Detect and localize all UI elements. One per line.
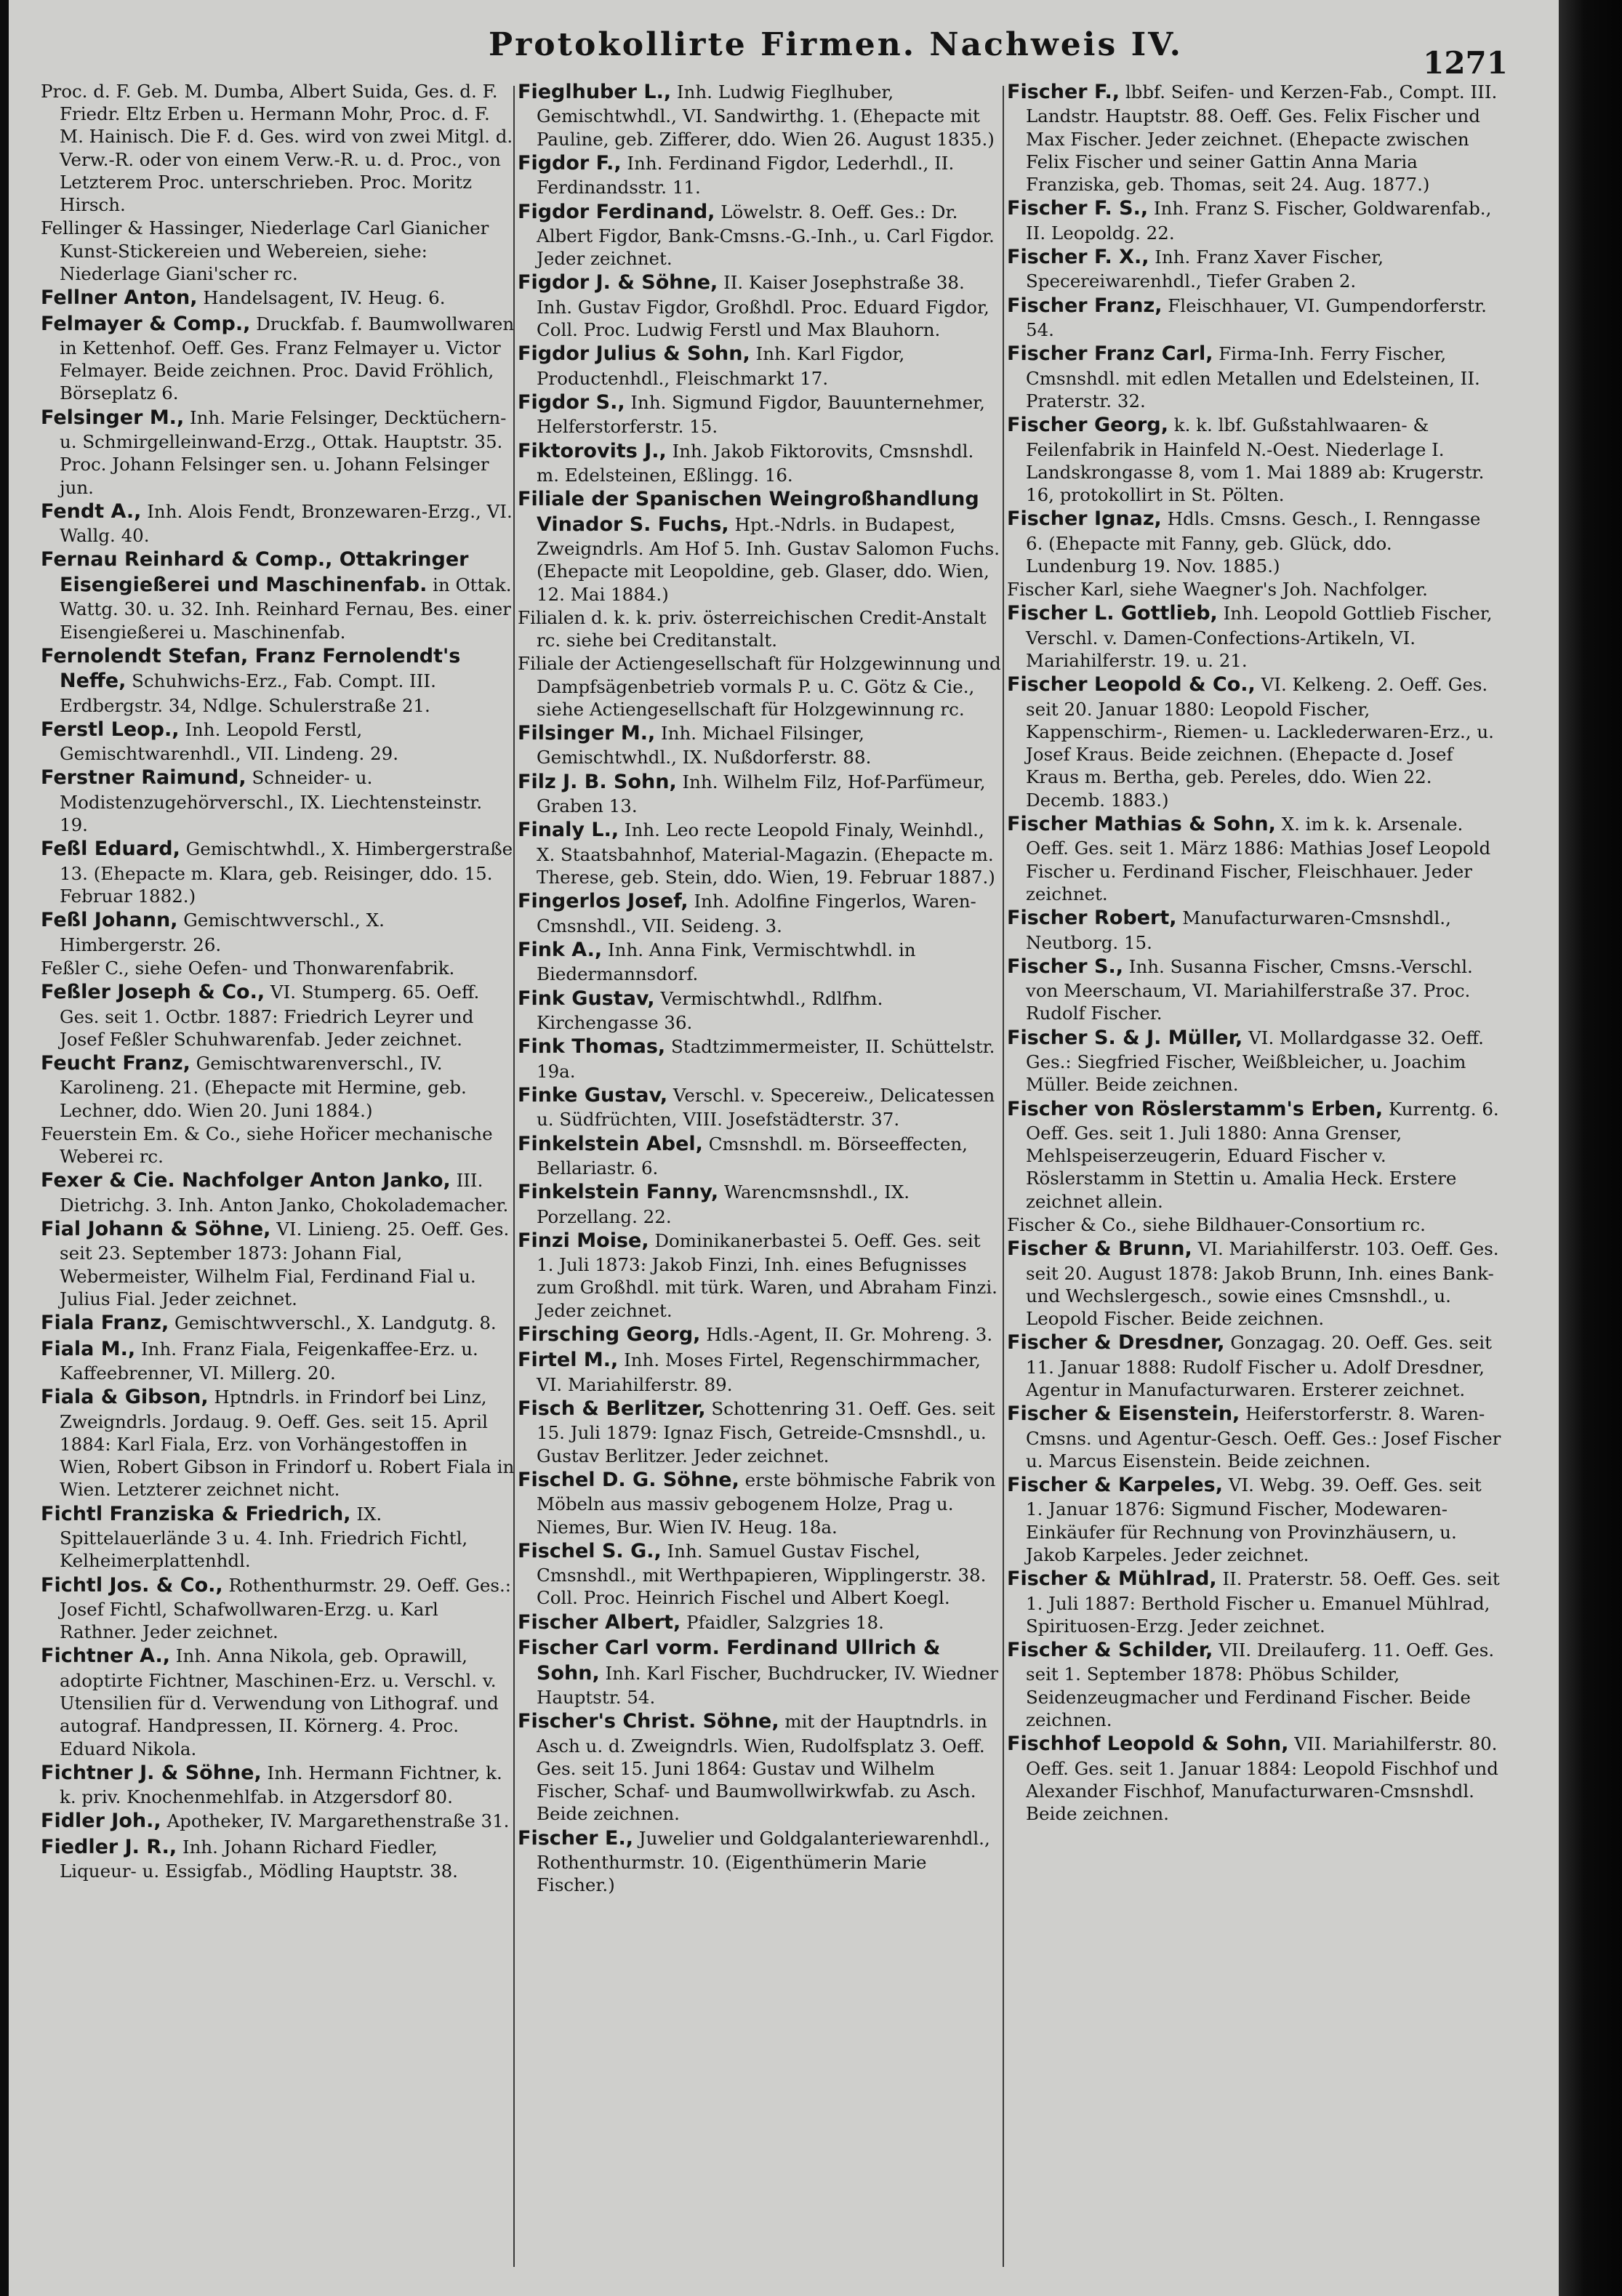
directory-entry xyxy=(518,1348,1002,1396)
directory-entry xyxy=(41,1573,515,1644)
entry-text: Inh. Karl Fischer, Buchdrucker, IV. Wiedner Hauptstr. 54. xyxy=(537,1662,999,1708)
directory-entry xyxy=(1007,507,1501,577)
firm-name: Filz J. B. Sohn, xyxy=(518,770,677,793)
entry-text: Filiale der Actiengesellschaft für Holzgewinnung und Dampfsägenbetrieb vormals P. u. C. Götz & Cie., siehe Actiengesellschaft für Holzgewinnung rc. xyxy=(518,653,1001,720)
firm-name: Fink Thomas, xyxy=(518,1035,666,1059)
firm-name: Figdor S., xyxy=(518,390,625,414)
directory-entry xyxy=(41,1051,515,1122)
entry-text: Hdls.-Agent, II. Gr. Mohreng. 3. xyxy=(706,1323,993,1345)
firm-name: Fiktorovits J., xyxy=(518,439,667,462)
directory-entry xyxy=(518,1539,1002,1610)
directory-entry xyxy=(41,406,515,499)
entry-text: III. Dietrichg. 3. Inh. Anton Janko, Chokolademacher. xyxy=(60,1170,509,1216)
entry-text: Kurrentg. 6. Oeff. Ges. seit 1. Juli 1880: Anna Grenser, Mehlspeiserzeugerin, Eduard Fischer v. Röslerstamm in Stettin u. Amalia Heck. Erstere zeichnet allein. xyxy=(1026,1098,1499,1212)
entry-text: Inh. Ferdinand Figdor, Lederhdl., II. Ferdinandsstr. 11. xyxy=(537,152,955,198)
directory-entry xyxy=(41,499,515,547)
firm-name: Fischer & Brunn, xyxy=(1007,1237,1192,1261)
firm-name: Fischer & Schilder, xyxy=(1007,1639,1213,1662)
directory-entry xyxy=(1007,413,1501,506)
directory-entry xyxy=(518,1322,1002,1347)
entry-text: Gemischtwverschl., X. Himbergerstr. 26. xyxy=(60,910,385,955)
directory-entry xyxy=(518,1709,1002,1825)
column-middle xyxy=(518,80,1002,2276)
firm-name: Filsinger M., xyxy=(518,722,656,745)
directory-entry xyxy=(518,1180,1002,1228)
entry-text: VI. Webg. 39. Oeff. Ges. seit 1. Januar 1876: Sigmund Fischer, Modewaren-Einkäufer für Rechnung von Provinzhäusern, u. Jakob Karpeles. Jeder zeichnet. xyxy=(1026,1474,1482,1565)
firm-name: Fieglhuber L., xyxy=(518,81,672,103)
directory-entry xyxy=(1007,1473,1501,1566)
firm-name: Fischer & Mühlrad, xyxy=(1007,1568,1217,1591)
directory-entry xyxy=(41,312,515,405)
firm-name: Fichtl Franziska & Friedrich, xyxy=(41,1502,351,1525)
directory-entry xyxy=(1007,245,1501,293)
entry-text: IX. Spittelauerlände 3 u. 4. Inh. Friedrich Fichtl, Kelheimerplattenhdl. xyxy=(60,1503,468,1572)
entry-text: k. k. lbf. Gußstahlwaaren- & Feilenfabrik in Hainfeld N.-Oest. Niederlage I. Landskrongasse 8, vom 1. Mai 1889 ab: Krugerstr. 16, protokollirt in St. Pölten. xyxy=(1026,414,1485,506)
firm-name: Finzi Moise, xyxy=(518,1229,649,1252)
firm-name: Finkelstein Fanny, xyxy=(518,1181,719,1204)
directory-entry xyxy=(1007,1213,1501,1236)
directory-entry xyxy=(41,837,515,907)
firm-name: Fischer Leopold & Co., xyxy=(1007,673,1256,697)
directory-entry xyxy=(1007,1567,1501,1637)
directory-entry xyxy=(1007,1330,1501,1401)
entry-text: Inh. Franz S. Fischer, Goldwarenfab., II. Leopoldg. 22. xyxy=(1026,198,1492,244)
directory-entry xyxy=(41,908,515,956)
entry-text: Inh. Leo recte Leopold Finaly, Weinhdl., X. Staatsbahnhof, Material-Magazin. (Ehepacte m. Therese, geb. Stein, ddo. Wien, 19. Februar 1887.) xyxy=(537,819,995,888)
entry-text: Feuerstein Em. & Co., siehe Hořicer mechanische Weberei rc. xyxy=(41,1123,493,1168)
firm-name: Fischer Albert, xyxy=(518,1610,681,1634)
entry-text: erste böhmische Fabrik von Möbeln aus massiv gebogenem Holze, Prag u. Niemes, Bur. Wien IV. Heug. 18a. xyxy=(537,1469,996,1538)
firm-name: Firtel M., xyxy=(518,1349,619,1372)
directory-entry xyxy=(1007,1026,1501,1096)
firm-name: Figdor Ferdinand, xyxy=(518,200,715,223)
entry-text: Schneider- u. Modistenzugehörverschl., IX. Liechtensteinstr. 19. xyxy=(60,767,483,836)
firm-name: Fischer F., xyxy=(1007,81,1120,103)
entry-text: Gemischtwhdl., X. Himbergerstraße 13. (Ehepacte m. Klara, geb. Reisinger, ddo. 15. Februar 1882.) xyxy=(60,838,513,907)
firm-name: Fischer F. S., xyxy=(1007,197,1149,220)
firm-name: Filiale der Spanischen Weingroßhandlung Vinador S. Fuchs, xyxy=(518,488,979,536)
entry-text: Inh. Anna Nikola, geb. Oprawill, adoptirte Fichtner, Maschinen-Erz. u. Verschl. v. Utensilien für d. Verwendung von Lithograf. und autograf. Handpressen, II. Körnerg. 4. Proc. Eduard Nikola. xyxy=(60,1645,499,1759)
firm-name: Ferstl Leop., xyxy=(41,718,180,741)
firm-name: Fischer's Christ. Söhne, xyxy=(518,1710,779,1733)
directory-entry xyxy=(518,487,1002,606)
entry-text: Vermischtwhdl., Rdlfhm. Kirchengasse 36. xyxy=(537,987,883,1033)
entry-text: Schottenring 31. Oeff. Ges. seit 15. Juli 1879: Ignaz Fisch, Getreide-Cmsnshdl., u. Gustav Berlitzer. Jeder zeichnet. xyxy=(537,1398,995,1466)
directory-entry xyxy=(41,1809,515,1834)
entry-text: Inh. Leopold Ferstl, Gemischtwarenhdl., VII. Lindeng. 29. xyxy=(60,718,398,765)
directory-entry xyxy=(518,652,1002,720)
directory-entry xyxy=(518,1229,1002,1322)
firm-name: Fischer Carl vorm. Ferdinand Ullrich & Sohn, xyxy=(518,1637,941,1685)
column-rule xyxy=(1003,86,1004,2267)
entry-text: Inh. Samuel Gustav Fischel, Cmsnshdl., mit Werthpapieren, Wipplingerstr. 38. Coll. Proc. Heinrich Fischel und Albert Koegl. xyxy=(537,1540,987,1609)
firm-name: Fischer E., xyxy=(518,1826,633,1850)
firm-name: Fischer S., xyxy=(1007,955,1123,978)
entry-text: Inh. Karl Figdor, Productenhdl., Fleischmarkt 17. xyxy=(537,343,905,389)
entry-text: Inh. Sigmund Figdor, Bauunternehmer, Helferstorferstr. 15. xyxy=(537,391,985,438)
page-edge-shadow xyxy=(1559,0,1622,2296)
firm-name: Fingerlos Josef, xyxy=(518,890,688,913)
entry-text: VI. Kelkeng. 2. Oeff. Ges. seit 20. Januar 1880: Leopold Fischer, Kappenschirm-, Riemen- u. Lacklederwaren-Erz., u. Josef Kraus. Beide zeichnen. (Ehepacte d. Josef Kraus m. Bertha, geb. Pereles, ddo. Wien 22. Decemb. 1883.) xyxy=(1026,674,1494,811)
directory-entry xyxy=(41,980,515,1051)
entry-text: Inh. Michael Filsinger, Gemischtwhdl., IX. Nußdorferstr. 88. xyxy=(537,723,872,768)
directory-entry xyxy=(1007,80,1501,196)
entry-text: Feßler C., siehe Oefen- und Thonwarenfabrik. xyxy=(41,957,455,979)
entry-text: Gonzagag. 20. Oeff. Ges. seit 11. Januar 1888: Rudolf Fischer u. Adolf Dresdner, Agentur in Manufacturwaren. Ersterer zeichnet. xyxy=(1026,1332,1492,1400)
firm-name: Fischer von Röslerstamm's Erben, xyxy=(1007,1097,1384,1120)
entry-text: VI. Mariahilferstr. 103. Oeff. Ges. seit 20. August 1878: Jakob Brunn, Inh. eines Bank- und Wechslergesch., sowie eines Cmsnshdl., u. Leopold Fischer. Beide zeichnen. xyxy=(1026,1238,1499,1329)
entry-text: Inh. Susanna Fischer, Cmsns.-Verschl. von Meerschaum, VI. Mariahilferstraße 37. Proc. Rudolf Fischer. xyxy=(1026,955,1473,1024)
firm-name: Figdor F., xyxy=(518,151,622,174)
entry-text: Fellinger & Hassinger, Niederlage Carl Gianicher Kunst-Stickereien und Webereien, siehe: Niederlage Giani'scher rc. xyxy=(41,217,489,284)
entry-text: Handelsagent, IV. Heug. 6. xyxy=(203,287,446,309)
directory-entry xyxy=(1007,601,1501,672)
firm-name: Fernolendt Stefan, Franz Fernolendt's Neffe, xyxy=(41,644,461,693)
entry-text: Druckfab. f. Baumwollwaren in Kettenhof. Oeff. Ges. Franz Felmayer u. Victor Felmayer. Beide zeichnen. Proc. David Fröhlich, Börseplatz 6. xyxy=(60,313,515,404)
entry-text: Inh. Ludwig Fieglhuber, Gemischtwhdl., VI. Sandwirthg. 1. (Ehepacte mit Pauline, geb. Zifferer, ddo. Wien 26. August 1835.) xyxy=(537,81,995,150)
firm-name: Fischel D. G. Söhne, xyxy=(518,1468,739,1491)
directory-entry xyxy=(518,606,1002,651)
entry-text: lbbf. Seifen- und Kerzen-Fab., Compt. III. Landstr. Hauptstr. 88. Oeff. Ges. Felix Fischer und Max Fischer. Jeder zeichnet. (Ehepacte zwischen Felix Fischer und seiner Gattin Anna Maria Franziska, geb. Thomas, seit 24. Aug. 1877.) xyxy=(1026,81,1498,196)
directory-entry xyxy=(518,80,1002,150)
directory-entry xyxy=(1007,342,1501,412)
directory-entry xyxy=(1007,812,1501,905)
directory-entry xyxy=(518,1083,1002,1131)
directory-entry xyxy=(1007,906,1501,954)
directory-entry xyxy=(1007,673,1501,811)
directory-entry xyxy=(41,766,515,836)
directory-entry xyxy=(518,200,1002,270)
directory-entry xyxy=(41,1123,515,1168)
firm-name: Fischer Robert, xyxy=(1007,907,1177,930)
directory-entry xyxy=(518,151,1002,199)
firm-name: Fichtner A., xyxy=(41,1645,170,1668)
entry-text: Inh. Adolfine Fingerlos, Waren-Cmsnshdl., VII. Seideng. 3. xyxy=(537,891,976,936)
firm-name: Feucht Franz, xyxy=(41,1052,190,1075)
directory-entry xyxy=(1007,955,1501,1025)
firm-name: Finke Gustav, xyxy=(518,1083,668,1107)
firm-name: Fexer & Cie. Nachfolger Anton Janko, xyxy=(41,1169,451,1192)
directory-entry xyxy=(41,1217,515,1310)
entry-text: Proc. d. F. Geb. M. Dumba, Albert Suida, Ges. d. F. Friedr. Eltz Erben u. Hermann Mohr, Proc. d. F. M. Hainisch. Die F. d. Ges. wird von zwei Mitgl. d. Verw.-R. oder von einem Verw.-R. u. d. Proc., von Letzterem Proc. unterschrieben. Proc. Moritz Hirsch. xyxy=(41,81,513,216)
firm-name: Fischer Mathias & Sohn, xyxy=(1007,812,1276,835)
firm-name: Fendt A., xyxy=(41,499,142,523)
firm-name: Firsching Georg, xyxy=(518,1322,701,1346)
column-left xyxy=(41,80,515,2276)
column-right xyxy=(1007,80,1501,2276)
firm-name: Fischer Franz Carl, xyxy=(1007,342,1213,366)
entry-text: Stadtzimmermeister, II. Schüttelstr. 19a. xyxy=(537,1036,995,1082)
directory-entry xyxy=(1007,1732,1501,1825)
firm-name: Fink A., xyxy=(518,938,603,961)
entry-text: II. Praterstr. 58. Oeff. Ges. seit 1. Juli 1887: Berthold Fischer u. Emanuel Mühlrad, Spirituosen-Erzg. Jeder zeichnet. xyxy=(1026,1568,1500,1637)
entry-text: mit der Hauptndrls. in Asch u. d. Zweigndrls. Wien, Rudolfsplatz 3. Oeff. Ges. seit 15. Juni 1864: Gustav und Wilhelm Fischer, Schaf- und Baumwollwirkwfab. zu Asch. Beide zeichnen. xyxy=(537,1711,987,1825)
page-header xyxy=(9,13,1559,80)
running-title: Protokollirte Firmen. Nachweis IV. xyxy=(489,26,1183,63)
entry-text: Hdls. Cmsns. Gesch., I. Renngasse 6. (Ehepacte mit Fanny, geb. Glück, ddo. Lundenburg 19. Nov. 1885.) xyxy=(1026,508,1481,577)
directory-entry xyxy=(518,1468,1002,1538)
firm-name: Ferstner Raimund, xyxy=(41,766,246,790)
firm-name: Fischel S. G., xyxy=(518,1539,662,1562)
firm-name: Fidler Joh., xyxy=(41,1810,161,1833)
firm-name: Fischer Franz, xyxy=(1007,294,1163,317)
directory-entry xyxy=(1007,196,1501,244)
entry-text: Rothenthurmstr. 29. Oeff. Ges.: Josef Fichtl, Schafwollwaren-Erzg. u. Karl Rathner. Jeder zeichnet. xyxy=(60,1574,512,1643)
directory-entry xyxy=(41,80,515,216)
entry-text: Schuhwichs-Erz., Fab. Compt. III. Erdbergstr. 34, Ndlge. Schulerstraße 21. xyxy=(60,670,436,716)
entry-text: VII. Dreilauferg. 11. Oeff. Ges. seit 1. September 1878: Phöbus Schilder, Seidenzeugmacher und Ferdinand Fischer. Beide zeichnen. xyxy=(1026,1639,1495,1730)
entry-text: Inh. Marie Felsinger, Decktüchern- u. Schmirgelleinwand-Erzg., Ottak. Hauptstr. 35. Proc. Johann Felsinger sen. u. Johann Felsinger jun. xyxy=(60,406,507,498)
firm-name: Fiedler J. R., xyxy=(41,1835,177,1858)
firm-name: Feßler Joseph & Co., xyxy=(41,981,265,1004)
directory-entry xyxy=(518,1636,1002,1709)
entry-text: Inh. Franz Fiala, Feigenkaffee-Erz. u. Kaffeebrenner, VI. Millerg. 20. xyxy=(60,1338,478,1384)
entry-text: VII. Mariahilferstr. 80. Oeff. Ges. seit 1. Januar 1884: Leopold Fischhof und Alexander Fischhof, Manufacturwaren-Cmsnshdl. Beide zeichnen. xyxy=(1026,1733,1498,1825)
directory-entry xyxy=(1007,578,1501,601)
directory-entry xyxy=(518,390,1002,438)
firm-name: Fink Gustav, xyxy=(518,987,655,1010)
directory-entry xyxy=(41,217,515,285)
directory-entry xyxy=(518,1035,1002,1083)
firm-name: Fichtner J. & Söhne, xyxy=(41,1761,262,1784)
firm-name: Fischer S. & J. Müller, xyxy=(1007,1026,1243,1049)
directory-entry xyxy=(41,1385,515,1501)
entry-text: Gemischtwarenverschl., IV. Karolineng. 21. (Ehepacte mit Hermine, geb. Lechner, ddo. Wien 20. Juni 1884.) xyxy=(60,1053,467,1121)
firm-name: Fellner Anton, xyxy=(41,286,198,310)
entry-text: Hptndrls. in Frindorf bei Linz, Zweigndrls. Jordaug. 9. Oeff. Ges. seit 15. April 1884: Karl Fiala, Erz. von Vorhängestoffen in Wien, Robert Gibson in Frindorf u. Robert Fiala in Wien. Letzterer zeichnet nicht. xyxy=(60,1386,515,1501)
firm-name: Fischer & Dresdner, xyxy=(1007,1331,1225,1354)
firm-name: Feßl Eduard, xyxy=(41,838,180,861)
directory-entry xyxy=(41,1337,515,1385)
entry-text: Inh. Hermann Fichtner, k. k. priv. Knochenmehlfab. in Atzgersdorf 80. xyxy=(60,1762,502,1808)
directory-entry xyxy=(1007,1402,1501,1472)
firm-name: Fischer Georg, xyxy=(1007,414,1168,437)
directory-entry xyxy=(41,547,515,643)
firm-name: Fial Johann & Söhne, xyxy=(41,1218,271,1241)
entry-text: Inh. Alois Fendt, Bronzewaren-Erzg., VI. Wallg. 40. xyxy=(60,500,513,547)
directory-entry xyxy=(518,270,1002,341)
firm-name: Feßl Johann, xyxy=(41,909,178,932)
directory-entry xyxy=(1007,1638,1501,1731)
entry-text: X. im k. k. Arsenale. Oeff. Ges. seit 1. März 1886: Mathias Josef Leopold Fischer u. Ferdinand Fischer, Fleischhauer. Jeder zeichnet. xyxy=(1026,813,1491,904)
directory-entry xyxy=(41,1311,515,1336)
directory-entry xyxy=(41,286,515,310)
entry-text: Löwelstr. 8. Oeff. Ges.: Dr. Albert Figdor, Bank-Cmsns.-G.-Inh., u. Carl Figdor. Jeder zeichnet. xyxy=(537,201,995,270)
directory-entry xyxy=(518,1826,1002,1897)
directory-entry xyxy=(518,987,1002,1035)
entry-text: Inh. Jakob Fiktorovits, Cmsnshdl. m. Edelsteinen, Eßlingg. 16. xyxy=(537,440,974,486)
firm-name: Fischer & Karpeles, xyxy=(1007,1474,1223,1497)
firm-name: Finaly L., xyxy=(518,819,619,842)
directory-entry xyxy=(41,1502,515,1573)
entry-text: Dominikanerbastei 5. Oeff. Ges. seit 1. Juli 1873: Jakob Finzi, Inh. eines Befugnisses zum Großhdl. mit türk. Waren, und Abraham Finzi. Jeder zeichnet. xyxy=(537,1229,997,1321)
entry-text: Fischer & Co., siehe Bildhauer-Consortium rc. xyxy=(1007,1213,1426,1235)
firm-name: Fiala M., xyxy=(41,1337,136,1360)
directory-entry xyxy=(518,439,1002,487)
entry-text: Juwelier und Goldgalanteriewarenhdl., Rothenthurmstr. 10. (Eigenthümerin Marie Fischer.) xyxy=(537,1827,990,1896)
directory-entry xyxy=(41,1168,515,1216)
firm-name: Fischer L. Gottlieb, xyxy=(1007,602,1218,625)
directory-entry xyxy=(1007,1237,1501,1330)
entry-text: Inh. Anna Fink, Vermischtwhdl. in Biedermannsdorf. xyxy=(537,939,916,985)
firm-name: Fischhof Leopold & Sohn, xyxy=(1007,1733,1289,1756)
firm-name: Felmayer & Comp., xyxy=(41,312,251,335)
directory-entry xyxy=(41,1835,515,1883)
entry-text: II. Kaiser Josephstraße 38. Inh. Gustav Figdor, Großhdl. Proc. Eduard Figdor, Coll. Proc. Ludwig Ferstl und Max Blauhorn. xyxy=(537,272,989,341)
firm-name: Fichtl Jos. & Co., xyxy=(41,1573,223,1597)
entry-text: Pfaidler, Salzgries 18. xyxy=(686,1611,884,1633)
directory-entry xyxy=(41,957,515,979)
directory-entry xyxy=(518,818,1002,888)
directory-entry xyxy=(518,938,1002,986)
firm-name: Felsinger M., xyxy=(41,406,185,429)
entry-text: VI. Mollardgasse 32. Oeff. Ges.: Siegfried Fischer, Weißbleicher, u. Joachim Müller. Beide zeichnen. xyxy=(1026,1027,1484,1096)
entry-text: in Ottak. Wattg. 30. u. 32. Inh. Reinhard Fernau, Bes. einer Eisengießerei u. Maschinenfab. xyxy=(60,574,512,643)
firm-name: Finkelstein Abel, xyxy=(518,1132,703,1155)
entry-text: Hpt.-Ndrls. in Budapest, Zweigndrls. Am Hof 5. Inh. Gustav Salomon Fuchs. (Ehepacte mit Leopoldine, geb. Glaser, ddo. Wien, 12. Mai 1884.) xyxy=(537,513,1000,605)
firm-name: Fischer & Eisenstein, xyxy=(1007,1402,1240,1426)
directory-entry xyxy=(41,1644,515,1759)
entry-text: Heiferstorferstr. 8. Waren-Cmsns. und Agentur-Gesch. Oeff. Ges.: Josef Fischer u. Marcus Eisenstein. Beide zeichnen. xyxy=(1026,1403,1501,1472)
entry-text: Filialen d. k. k. priv. österreichischen Credit-Anstalt rc. siehe bei Creditanstalt. xyxy=(518,606,987,651)
entry-text: VI. Linieng. 25. Oeff. Ges. seit 23. September 1873: Johann Fial, Webermeister, Wilhelm Fial, Ferdinand Fial u. Julius Fial. Jeder zeichnet. xyxy=(60,1219,510,1309)
entry-text: Fleischhauer, VI. Gumpendorferstr. 54. xyxy=(1026,294,1487,341)
entry-text: Apotheker, IV. Margarethenstraße 31. xyxy=(166,1810,510,1832)
directory-entry xyxy=(41,1761,515,1809)
directory-entry xyxy=(41,644,515,717)
firm-name: Figdor Julius & Sohn, xyxy=(518,342,750,366)
directory-entry xyxy=(518,770,1002,818)
firm-name: Fisch & Berlitzer, xyxy=(518,1397,706,1421)
firm-name: Fischer F. X., xyxy=(1007,246,1149,269)
firm-name: Figdor J. & Söhne, xyxy=(518,271,718,294)
directory-entry xyxy=(41,718,515,766)
entry-text: Warencmsnshdl., IX. Porzellang. 22. xyxy=(537,1181,910,1227)
entry-text: Fischer Karl, siehe Waegner's Joh. Nachfolger. xyxy=(1007,579,1428,601)
directory-entry xyxy=(518,1397,1002,1467)
entry-text: Gemischtwverschl., X. Landgutg. 8. xyxy=(174,1312,497,1334)
directory-entry xyxy=(518,1132,1002,1180)
entry-text: Inh. Johann Richard Fiedler, Liqueur- u. Essigfab., Mödling Hauptstr. 38. xyxy=(60,1836,458,1882)
directory-entry xyxy=(1007,294,1501,342)
directory-page xyxy=(9,0,1559,2296)
entry-text: Inh. Leopold Gottlieb Fischer, Verschl. v. Damen-Confections-Artikeln, VI. Mariahilferstr. 19. u. 21. xyxy=(1026,603,1493,672)
firm-name: Fiala Franz, xyxy=(41,1312,169,1335)
directory-entry xyxy=(518,721,1002,769)
firm-name: Fiala & Gibson, xyxy=(41,1386,209,1409)
entry-text: Manufacturwaren-Cmsnshdl., Neutborg. 15. xyxy=(1026,907,1451,953)
entry-text: VI. Stumperg. 65. Oeff. Ges. seit 1. Octbr. 1887: Friedrich Leyrer und Josef Feßler Schuhwarenfab. Jeder zeichnet. xyxy=(60,982,480,1050)
entry-text: Firma-Inh. Ferry Fischer, Cmsnshdl. mit edlen Metallen und Edelsteinen, II. Praterstr. 32. xyxy=(1026,343,1480,412)
entry-text: Cmsnshdl. m. Börseeffecten, Bellariastr. 6. xyxy=(537,1133,968,1179)
directory-entry xyxy=(1007,1097,1501,1213)
directory-entry xyxy=(518,1610,1002,1635)
page-number: 1271 xyxy=(1423,45,1508,81)
firm-name: Fischer Ignaz, xyxy=(1007,507,1162,531)
entry-text: Inh. Franz Xaver Fischer, Specereiwarenhdl., Tiefer Graben 2. xyxy=(1026,246,1384,292)
directory-entry xyxy=(518,342,1002,390)
entry-text: Verschl. v. Specereiw., Delicatessen u. Südfrüchten, VIII. Josefstädterstr. 37. xyxy=(537,1084,995,1131)
entry-text: Inh. Wilhelm Filz, Hof-Parfümeur, Graben 13. xyxy=(537,771,986,817)
directory-entry xyxy=(518,889,1002,937)
firm-name: Fernau Reinhard & Comp., Ottakringer Eisengießerei und Maschinenfab. xyxy=(41,548,469,596)
entry-text: Inh. Moses Firtel, Regenschirmmacher, VI. Mariahilferstr. 89. xyxy=(537,1349,981,1395)
